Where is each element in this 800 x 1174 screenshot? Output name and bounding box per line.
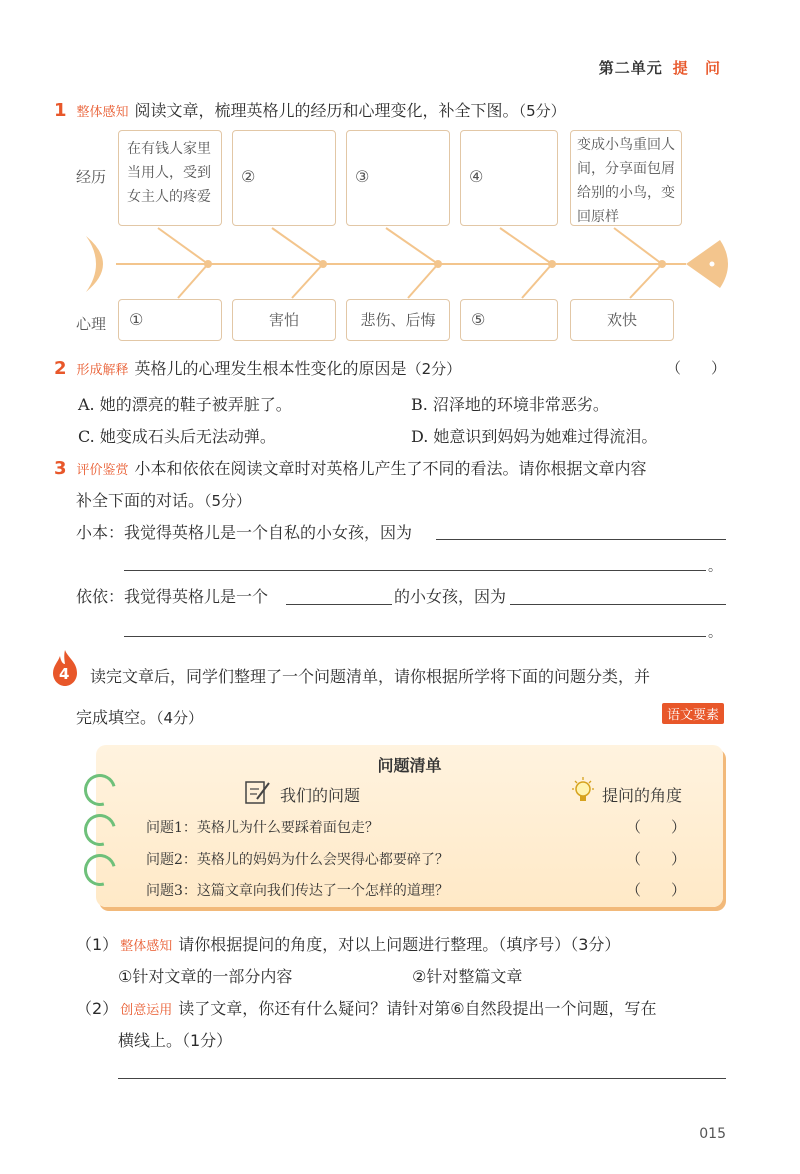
xiaoben-blank-1[interactable] [436, 539, 726, 540]
q2-option-c[interactable]: C. 她变成石头后无法动弹。 [78, 427, 276, 446]
q1-tag: 整体感知 [76, 105, 129, 120]
q3-number: 3 [54, 458, 67, 479]
q3-heading-line2 [76, 488, 251, 511]
q4-text: 读完文章后，同学们整理了一个问题清单，请你根据所学将下面的问题分类，并 [90, 667, 651, 686]
yiyi-statement-b: 的小女孩，因为 [394, 587, 507, 606]
q2-tag: 形成解释 [76, 363, 129, 378]
subq2-number: （2） [76, 999, 119, 1018]
xiaoben-blank-2[interactable] [124, 570, 706, 571]
q3-score: （5分） [204, 492, 252, 510]
subq1-option-1: ①针对文章的一部分内容 [118, 967, 293, 986]
panel-title: 问题清单 [377, 756, 442, 775]
subq2-text-2: 横线上。（1分） [118, 1031, 233, 1050]
experience-box-4[interactable]: ④ [460, 130, 558, 226]
question-row-2: 问题2：英格儿的妈妈为什么会哭得心都要碎了？ [146, 852, 449, 868]
question-row-3: 问题3：这篇文章向我们传达了一个怎样的道理？ [146, 883, 449, 899]
page-number: 015 [699, 1126, 726, 1142]
yiyi-blank-2[interactable] [124, 636, 706, 637]
subq2-tag: 创意运用 [120, 1003, 173, 1018]
mind-box-5: 欢快 [570, 299, 674, 341]
unit-header [599, 57, 726, 78]
q2-heading [54, 356, 461, 379]
q3-heading [54, 456, 647, 479]
q2-option-a[interactable]: A. 她的漂亮的鞋子被弄脏了。 [78, 395, 292, 414]
mind-box-4[interactable]: ⑤ [460, 299, 558, 341]
mind-box-3: 悲伤、后悔 [346, 299, 450, 341]
q2-answer-paren[interactable]: （ ） [666, 359, 727, 377]
panel-col-questions: 我们的问题 [280, 786, 361, 805]
xiaoben-statement: 小本：我觉得英格儿是一个自私的小女孩，因为 [76, 523, 413, 542]
experience-box-2[interactable]: ② [232, 130, 336, 226]
subq1-option-2: ②针对整篇文章 [412, 967, 523, 986]
q1-heading [54, 98, 566, 121]
q3-text-2: 补全下面的对话。 [76, 491, 205, 510]
notepad-pen-icon [244, 779, 272, 805]
yiyi-trait-blank[interactable] [286, 604, 392, 605]
mind-box-1[interactable]: ① [118, 299, 222, 341]
q3-tag: 评价鉴赏 [76, 463, 129, 478]
yiyi-statement-a: 依依：我觉得英格儿是一个 [76, 587, 269, 606]
subq2-text: 读了文章，你还有什么疑问？请针对第⑥自然段提出一个问题，写在 [178, 999, 657, 1018]
question-list-panel [96, 745, 723, 907]
subq1-tag: 整体感知 [120, 939, 173, 954]
q3-text: 小本和依依在阅读文章时对英格儿产生了不同的看法。请你根据文章内容 [134, 459, 647, 478]
unit-topic: 提 问 [672, 59, 726, 77]
label-experience: 经历 [76, 168, 107, 186]
question-row-2-paren[interactable]: （ ） [626, 850, 687, 868]
panel-col-angle: 提问的角度 [602, 786, 683, 805]
experience-box-1: 在有钱人家里当用人，受到女主人的疼爱 [118, 130, 222, 226]
chinese-element-badge: 语文要素 [662, 703, 724, 724]
subq1-heading [76, 932, 620, 955]
q1-text: 阅读文章，梳理英格儿的经历和心理变化，补全下图。 [134, 101, 519, 120]
question-row-1: 问题1：英格儿为什么要踩着面包走？ [146, 820, 379, 836]
q4-score: （4分） [156, 709, 204, 727]
fishbone-diagram [80, 226, 730, 302]
subq2-heading [76, 996, 657, 1019]
q2-score: （2分） [406, 360, 462, 378]
q2-option-d[interactable]: D. 她意识到妈妈为她难过得流泪。 [411, 427, 658, 446]
q2-number: 2 [54, 358, 67, 379]
question-row-1-paren[interactable]: （ ） [626, 818, 687, 836]
experience-box-3[interactable]: ③ [346, 130, 450, 226]
subq1-number: （1） [76, 935, 119, 954]
subq2-answer-line[interactable] [118, 1078, 726, 1079]
subq1-text: 请你根据提问的角度，对以上问题进行整理。（填序号）（3分） [178, 935, 621, 954]
q4-heading-line2 [76, 705, 203, 728]
question-row-3-paren[interactable]: （ ） [626, 881, 687, 899]
yiyi-blank-1[interactable] [510, 604, 726, 605]
q4-number: 4 [59, 665, 70, 683]
label-mind: 心理 [76, 315, 107, 333]
xiaoben-end-mark: 。 [708, 559, 722, 575]
q1-score: （5分） [518, 102, 566, 120]
yiyi-end-mark: 。 [708, 625, 722, 641]
experience-box-5: 变成小鸟重回人间，分享面包屑给别的小鸟，变回原样 [570, 130, 682, 226]
q4-text-2: 完成填空。 [76, 708, 157, 727]
lightbulb-icon [570, 777, 596, 805]
q1-number: 1 [54, 100, 67, 121]
unit-label: 第二单元 [598, 59, 663, 77]
q2-text: 英格儿的心理发生根本性变化的原因是 [134, 359, 407, 378]
mind-box-2: 害怕 [232, 299, 336, 341]
q2-option-b[interactable]: B. 沼泽地的环境非常恶劣。 [411, 395, 609, 414]
